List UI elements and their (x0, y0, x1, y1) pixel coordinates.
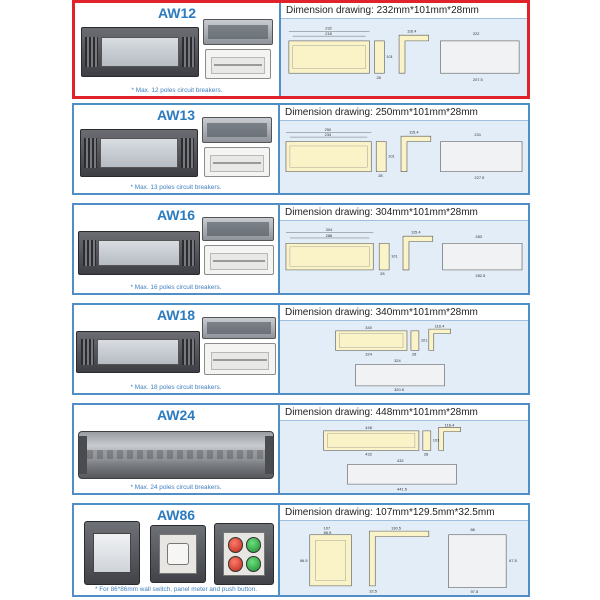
dim-label: 304 (325, 228, 333, 232)
dimension-title: Dimension drawing: 448mm*101mm*28mm (280, 405, 528, 421)
model-name: AW18 (156, 307, 196, 323)
enclosure-lid-image (202, 217, 274, 241)
dim-label: 101 (420, 338, 428, 343)
product-photo-panel (74, 505, 278, 595)
dim-label: 101 (391, 254, 398, 259)
dim-label: 116.4 (406, 29, 417, 34)
model-name: AW86 (156, 507, 196, 523)
dim-label: 448 (365, 426, 372, 431)
capacity-note: * Max. 16 poles circuit breakers. (130, 284, 222, 291)
dimension-drawing (280, 522, 528, 595)
dim-label: 28 (411, 352, 417, 357)
dim-label: 28 (378, 174, 383, 178)
model-name: AW16 (156, 207, 196, 223)
dim-label: 67.5 (509, 559, 517, 564)
dim-label: 218 (325, 32, 332, 37)
dim-label: 283 (475, 235, 483, 239)
enclosure-closed-image (78, 231, 200, 275)
dimension-title: Dimension drawing: 250mm*101mm*28mm (280, 105, 528, 121)
dim-label: 441.5 (397, 487, 407, 492)
dimension-panel (278, 105, 528, 193)
dimension-panel (278, 305, 528, 393)
dimension-panel (278, 405, 528, 493)
dim-label: 324 (394, 359, 401, 363)
dimension-panel (278, 505, 528, 595)
dim-label: 130.5 (391, 526, 402, 531)
dim-label: 101 (386, 55, 393, 59)
dimension-drawing (281, 20, 527, 96)
dimension-drawing (280, 422, 528, 493)
product-card-aw12[interactable] (72, 0, 530, 99)
dim-label: 250 (324, 128, 332, 132)
dim-label: 232 (325, 26, 332, 31)
dim-label: 288 (325, 234, 333, 239)
product-card-aw13[interactable] (72, 103, 530, 195)
enclosure-window-image (84, 521, 140, 585)
dim-label: 340 (365, 326, 372, 331)
dimension-title: Dimension drawing: 107mm*129.5mm*32.5mm (280, 505, 528, 521)
dim-label: 432 (365, 452, 372, 457)
capacity-note: * Max. 24 poles circuit breakers. (130, 484, 222, 491)
dim-label: 115.4 (408, 130, 419, 135)
enclosure-lid-image (202, 317, 276, 339)
dim-label: 231 (474, 133, 482, 138)
dim-label: 234 (324, 133, 332, 138)
product-photo-panel (74, 305, 278, 393)
dim-label: 207.5 (472, 77, 483, 82)
dimension-title: Dimension drawing: 232mm*101mm*28mm (281, 3, 527, 19)
dimension-panel (279, 3, 527, 96)
product-card-aw16[interactable] (72, 203, 530, 295)
product-card-aw18[interactable] (72, 303, 530, 395)
dim-label: 116.4 (444, 423, 455, 428)
model-name: AW12 (157, 5, 197, 21)
enclosure-lid-image (203, 19, 273, 45)
enclosure-closed-image (80, 129, 198, 177)
dim-label: 28 (376, 75, 381, 80)
product-photo-panel (74, 205, 278, 293)
product-photo-panel (75, 3, 279, 96)
product-photo-panel (74, 405, 278, 493)
dim-label: 86.5 (323, 530, 332, 535)
dim-label: 28 (423, 452, 429, 457)
model-name: AW24 (156, 407, 196, 423)
product-card-aw86[interactable] (72, 503, 530, 597)
enclosure-lid-image (202, 117, 272, 143)
dim-label: 222 (472, 32, 480, 37)
dimension-drawing (280, 322, 528, 393)
model-name: AW13 (156, 107, 196, 123)
enclosure-closed-image (81, 27, 199, 77)
dim-label: 432 (397, 459, 404, 463)
dim-label: 320.5 (394, 388, 404, 393)
dim-label: 107 (323, 526, 331, 531)
enclosure-closed-image (76, 331, 200, 373)
enclosure-socket-image (150, 525, 206, 583)
capacity-note: * Max. 18 poles circuit breakers. (130, 384, 222, 391)
dim-label: 32.5 (369, 589, 377, 594)
dim-label: 101 (432, 438, 440, 443)
dimension-drawing (280, 222, 528, 293)
dim-label: 96.5 (299, 559, 308, 564)
dim-label: 97.5 (470, 590, 479, 595)
enclosure-push-button-image (214, 523, 274, 585)
capacity-note: * Max. 13 poles circuit breakers. (130, 184, 222, 191)
dim-label: 101 (388, 154, 395, 159)
capacity-note: * For 86*86mm wall switch, panel meter and push button. (95, 586, 257, 593)
enclosure-open-image (204, 147, 270, 177)
enclosure-open-image (204, 245, 274, 275)
dim-label: 28 (380, 272, 385, 277)
enclosure-open-image (205, 49, 271, 79)
dimension-panel (278, 205, 528, 293)
enclosure-long-image (78, 431, 274, 479)
dimension-title: Dimension drawing: 304mm*101mm*28mm (280, 205, 528, 221)
dim-label: 88 (470, 528, 475, 533)
dim-label: 115.4 (410, 230, 421, 235)
dim-label: 116.4 (434, 324, 445, 329)
product-photo-panel (74, 105, 278, 193)
dim-label: 227.5 (474, 175, 485, 180)
product-card-aw24[interactable] (72, 403, 530, 495)
dimension-title: Dimension drawing: 340mm*101mm*28mm (280, 305, 528, 321)
dim-label: 324 (365, 352, 372, 357)
capacity-note: * Max. 12 poles circuit breakers. (131, 87, 223, 94)
enclosure-open-image (204, 343, 276, 375)
dimension-drawing (280, 122, 528, 193)
dim-label: 282.5 (475, 274, 486, 278)
